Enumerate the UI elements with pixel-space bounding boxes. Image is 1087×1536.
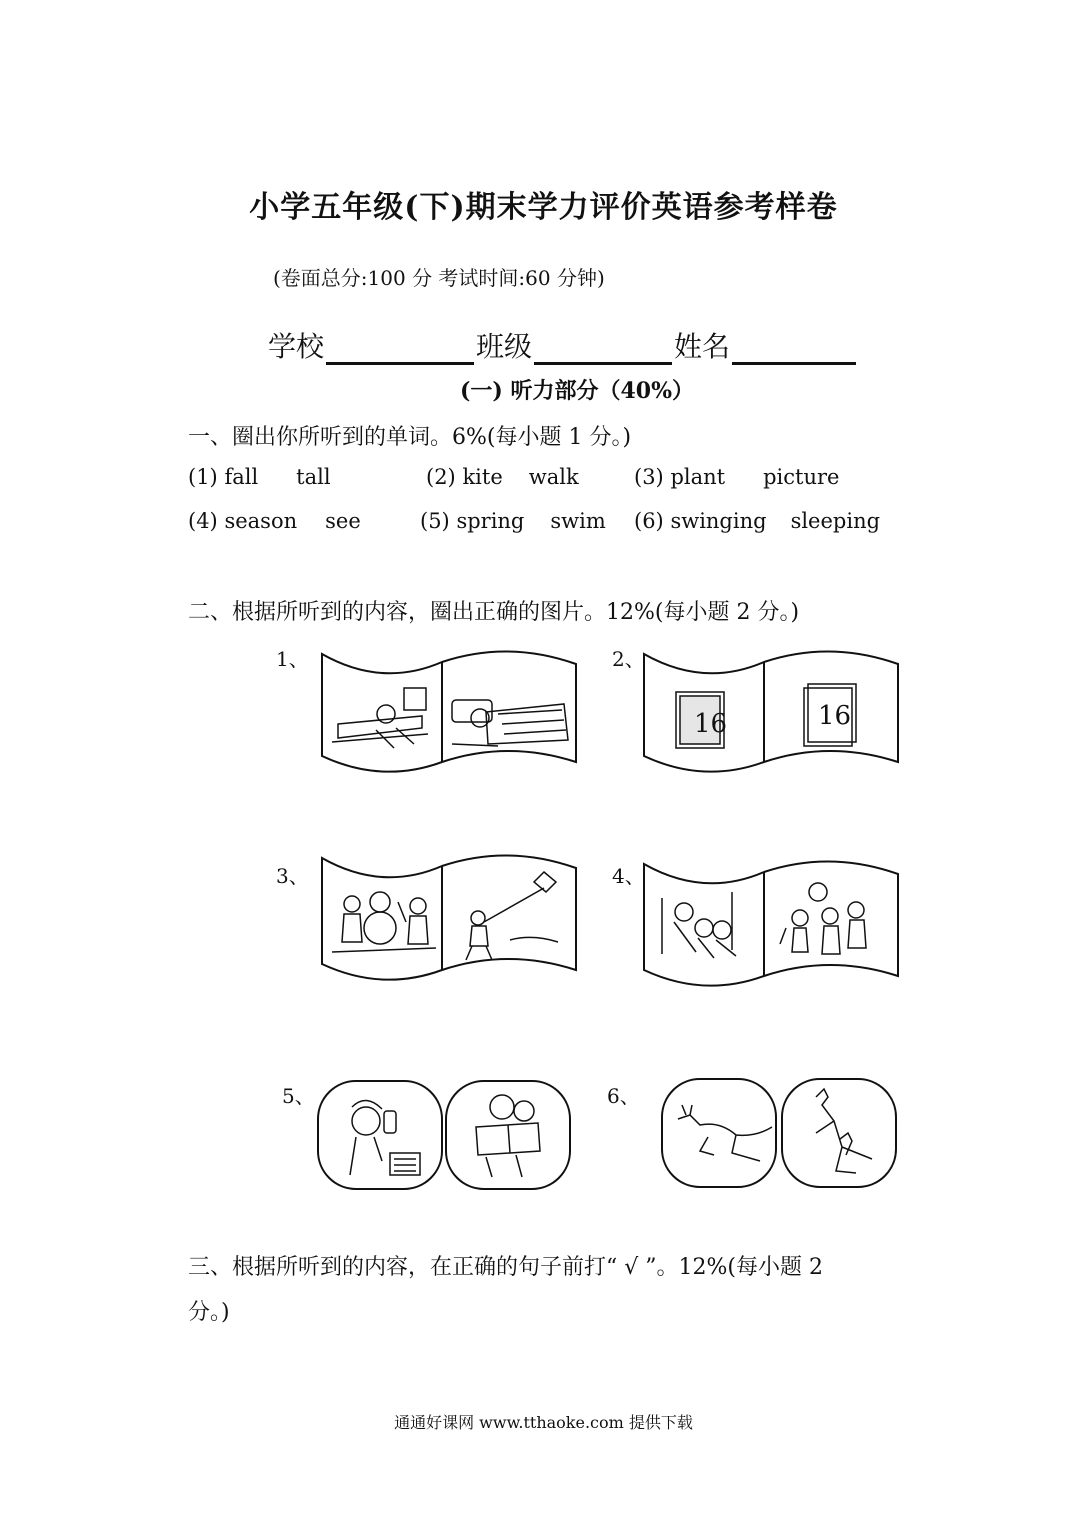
picture-option-6b[interactable] — [816, 1089, 872, 1173]
item-number: (3) — [634, 465, 664, 489]
picture-pair-5 — [316, 1077, 578, 1193]
page-footer: 通通好课网 www.tthaoke.com 提供下载 — [394, 1413, 693, 1432]
item-number: (5) — [420, 509, 450, 533]
class-blank[interactable] — [534, 334, 672, 365]
picture-pair-6 — [660, 1075, 900, 1191]
picture-option-3b[interactable] — [466, 872, 558, 960]
word-option[interactable]: season — [224, 509, 298, 533]
picture-pair-4 — [640, 858, 902, 998]
q1-item-2 — [426, 465, 579, 489]
word-option[interactable]: walk — [528, 465, 579, 489]
q2-label-5: 5、 — [282, 1084, 315, 1108]
word-option[interactable]: fall — [224, 465, 259, 489]
student-info-fields — [268, 325, 858, 365]
word-option[interactable]: spring — [456, 509, 525, 533]
word-option[interactable]: swinging — [670, 509, 767, 533]
q1-instruction: 一、圈出你所听到的单词。6%(每小题 1 分。) — [188, 425, 632, 450]
picture-option-2a[interactable] — [676, 692, 727, 748]
listening-section-heading: (一) 听力部分（40%） — [460, 378, 694, 404]
q2-label-4: 4、 — [612, 864, 645, 888]
svg-text:16: 16 — [818, 701, 852, 731]
word-option[interactable]: kite — [462, 465, 503, 489]
picture-option-1b[interactable] — [452, 700, 568, 746]
word-option[interactable]: plant — [670, 465, 726, 489]
word-option[interactable]: picture — [763, 465, 840, 489]
word-option[interactable]: tall — [296, 465, 331, 489]
picture-option-3a[interactable] — [332, 892, 436, 952]
word-option[interactable]: swim — [550, 509, 606, 533]
school-label: 学校 — [268, 330, 325, 363]
q2-instruction: 二、根据所听到的内容，圈出正确的图片。12%(每小题 2 分。) — [188, 600, 800, 625]
name-label: 姓名 — [674, 330, 731, 363]
q2-label-3: 3、 — [276, 864, 309, 888]
q1-item-3 — [634, 465, 839, 489]
picture-pair-2 — [640, 648, 902, 784]
page-title: 小学五年级(下)期末学力评价英语参考样卷 — [249, 190, 838, 225]
picture-option-4a[interactable] — [662, 892, 736, 958]
exam-info: (卷面总分:100 分 考试时间:60 分钟) — [273, 266, 605, 290]
q1-item-5 — [420, 509, 606, 533]
item-number: (2) — [426, 465, 456, 489]
picture-pair-1 — [318, 648, 580, 784]
item-number: (4) — [188, 509, 218, 533]
item-number: (6) — [634, 509, 664, 533]
picture-option-5b[interactable] — [476, 1095, 540, 1177]
picture-pair-3 — [318, 852, 580, 992]
picture-option-2b[interactable] — [804, 684, 856, 746]
word-option[interactable]: see — [325, 509, 361, 533]
school-blank[interactable] — [326, 334, 474, 365]
class-label: 班级 — [476, 330, 533, 363]
word-option[interactable]: sleeping — [790, 509, 881, 533]
picture-option-6a[interactable] — [678, 1105, 772, 1161]
q1-item-6 — [634, 509, 880, 533]
q3-instruction-line2: 分。) — [188, 1300, 230, 1325]
svg-text:16: 16 — [694, 709, 728, 739]
q2-label-6: 6、 — [607, 1084, 640, 1108]
q1-item-1 — [188, 465, 331, 489]
q2-label-1: 1、 — [276, 647, 309, 671]
name-blank[interactable] — [732, 334, 856, 365]
picture-option-5a[interactable] — [350, 1100, 420, 1175]
picture-option-4b[interactable] — [780, 883, 866, 954]
q1-item-4 — [188, 509, 361, 533]
q2-label-2: 2、 — [612, 647, 645, 671]
picture-option-1a[interactable] — [332, 688, 428, 748]
item-number: (1) — [188, 465, 218, 489]
q3-instruction-line1: 三、根据所听到的内容，在正确的句子前打“ √ ”。12%(每小题 2 — [188, 1255, 823, 1280]
